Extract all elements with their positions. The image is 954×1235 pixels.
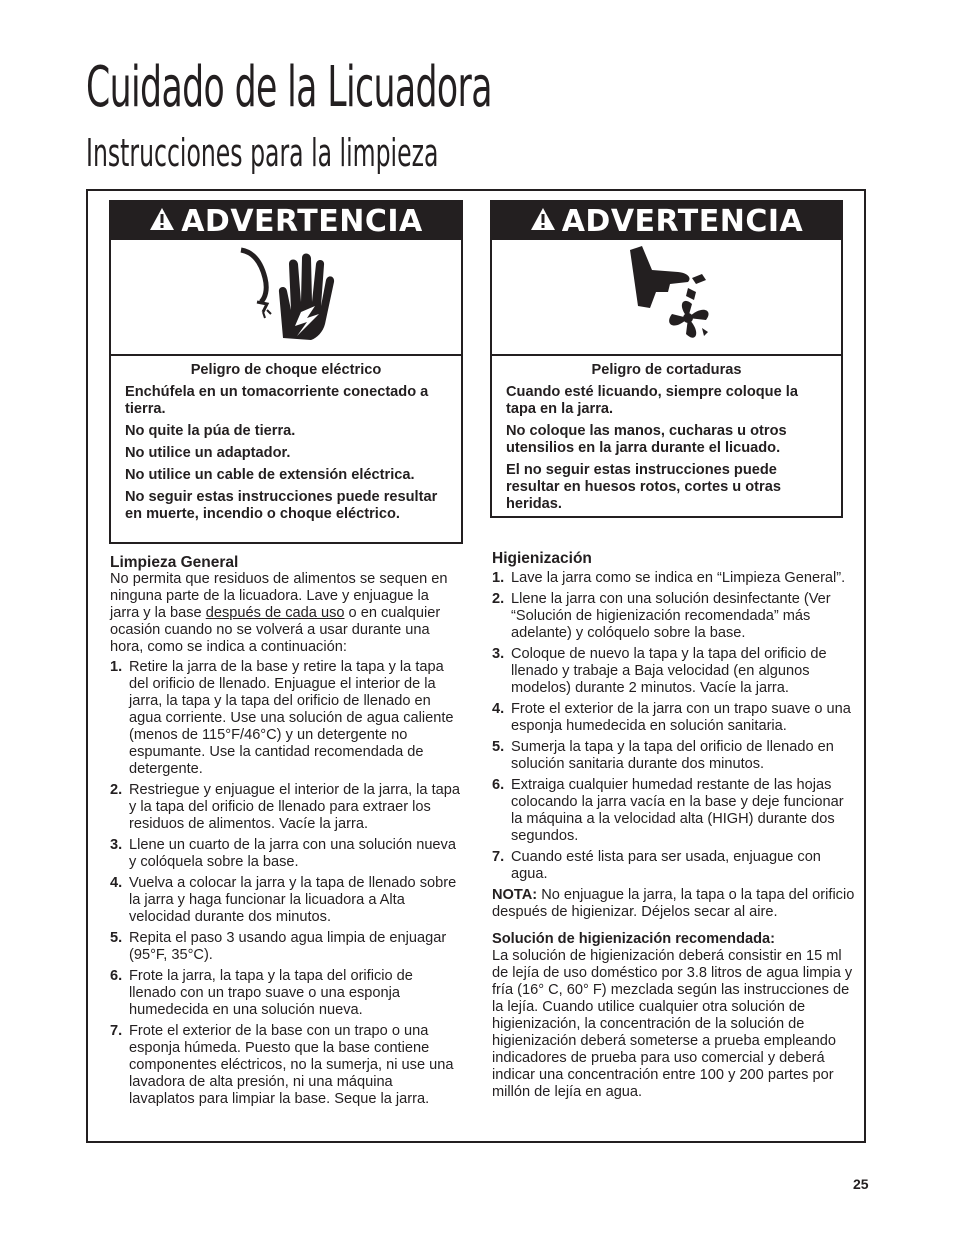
list-item: 1. Retire la jarra de la base y retire la tapa y la tapa del orificio de llenado. Enjuague el interior de la jarra, la tapa y la tapa del orificio de llenado en agua corriente. Use una solución de agua caliente (menos de 115°F/46°C) y un detergente no espumante. Use la cantidad recomendada de detergente. [110, 659, 454, 777]
sanitizing-steps [492, 570, 858, 883]
underlined-phrase: después de cada uso [205, 605, 345, 621]
warning-line: El no seguir estas instrucciones puede resultar en huesos rotos, cortes u otras heridas. [506, 462, 781, 512]
warning-line: Cuando esté licuando, siempre coloque la tapa en la jarra. [506, 384, 798, 417]
list-item: 3. Llene un cuarto de la jarra con una solución nueva y colóquela sobre la base. [110, 837, 456, 870]
list-item: 2. Llene la jarra con una solución desinfectante (Ver “Solución de higienización recomendada” más adelante) y colóquelo sobre la base. [492, 591, 831, 641]
warning-line: No quite la púa de tierra. [125, 423, 296, 439]
section-intro: No permita que residuos de alimentos se sequen en ninguna parte de la licuadora. Lave y enjuague la jarra y la base después de cada uso o en cualquier ocasión cuando no se volverá a usar durante una hora, como se indica a continuación: [110, 571, 448, 655]
hand-blade-cut-icon [492, 240, 841, 356]
warning-triangle-icon [149, 204, 175, 239]
warning-caption: Peligro de choque eléctrico [190, 362, 382, 378]
warning-box-cut [490, 200, 843, 518]
warning-line: Enchúfela en un tomacorriente conectado a tierra. [125, 384, 429, 417]
list-item: 5. Repita el paso 3 usando agua limpia de enjuagar (95°F, 35°C). [110, 930, 447, 963]
list-item: 6. Frote la jarra, la tapa y la tapa del orificio de llenado con un trapo suave o una esponja humedecida en una solución nueva. [110, 968, 413, 1018]
list-item: 1. Lave la jarra como se indica en “Limpieza General”. [492, 570, 846, 586]
warning-heading: ADVERTENCIA [561, 203, 804, 239]
cleaning-steps [110, 659, 462, 1108]
warning-header [111, 202, 461, 240]
warning-text [492, 356, 841, 513]
section-heading: Limpieza General [110, 554, 239, 571]
list-item: 6. Extraiga cualquier humedad restante de las hojas colocando la jarra vacía en la base y deje funcionar la máquina a la velocidad alta (HIGH) durante dos segundos. [492, 777, 844, 844]
list-item: 2. Restriegue y enjuague el interior de la jarra, la tapa y la tapa del orificio de llenado para extraer los residuos de alimentos. Vacíe la jarra. [110, 782, 460, 832]
warning-heading: ADVERTENCIA [181, 203, 423, 239]
warning-text [111, 356, 461, 523]
warning-box-electric [109, 200, 463, 544]
list-item: 3. Coloque de nuevo la tapa y la tapa del orificio de llenado y trabaje a Baja velocidad (en algunos modelos) durante 2 minutos. Vacíe la jarra. [492, 646, 827, 696]
page-number: 25 [853, 1176, 869, 1192]
warning-line: No seguir estas instrucciones puede resultar en muerte, incendio o choque eléctrico. [125, 489, 438, 522]
warning-caption: Peligro de cortaduras [591, 362, 742, 378]
general-cleaning-section [110, 554, 462, 1112]
warning-line: No coloque las manos, cucharas u otros utensilios en la jarra durante el licuado. [506, 423, 787, 456]
note: NOTA: No enjuague la jarra, la tapa o la tapa del orificio después de higienizar. Déjelos secar al aire. [492, 887, 855, 920]
solution-text: La solución de higienización deberá consistir en 15 ml de lejía de uso doméstico por 3.8 litros de agua limpia y fría (16° C, 60° F) mezclada según las instrucciones de la lejía. Cuando utilice cualquier otra solución de higienización, la concentración de la solución de higienización deberá someterse a prueba empleando indicadores de prueba para uso comercial y deberá indicar una concentración entre 100 y 200 partes por millón de lejía en agua. [492, 948, 853, 1100]
page-title: Cuidado de la Licuadora [86, 55, 492, 120]
list-item: 4. Vuelva a colocar la jarra y la tapa de llenado sobre la jarra y haga funcionar la licuadora a Alta velocidad durante dos minutos. [110, 875, 457, 925]
electric-shock-hand-icon [111, 240, 461, 356]
subsection-heading: Solución de higienización recomendada: [492, 931, 776, 947]
list-item: 5. Sumerja la tapa y la tapa del orificio de llenado en solución sanitaria durante dos minutos. [492, 739, 834, 772]
warning-line: No utilice un cable de extensión eléctrica. [125, 467, 415, 483]
warning-triangle-icon [530, 204, 556, 239]
list-item: 7. Frote el exterior de la base con un trapo o una esponja húmeda. Puesto que la base contiene componentes eléctricos, no la sumerja, ni use una lavadora de alta presión, ni una máquina lavaplatos para limpiar la base. Seque la jarra. [110, 1023, 454, 1107]
warning-line: No utilice un adaptador. [125, 445, 291, 461]
list-item: 7. Cuando esté lista para ser usada, enjuague con agua. [492, 849, 821, 882]
page-subtitle: Instrucciones para la limpieza [86, 131, 439, 175]
section-heading: Higienización [492, 550, 592, 567]
sanitizing-section [492, 550, 858, 1101]
warning-header [492, 202, 841, 240]
list-item: 4. Frote el exterior de la jarra con un trapo suave o una esponja humedecida en solución sanitaria. [492, 701, 851, 734]
